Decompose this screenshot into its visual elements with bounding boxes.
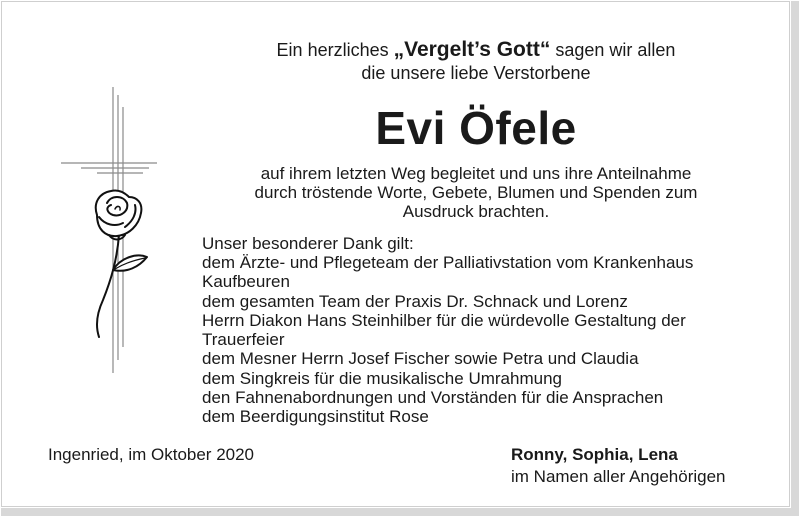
accompaniment-line: durch tröstende Worte, Gebete, Blumen und Spenden zum xyxy=(254,183,698,202)
thanks-line: den Fahnenabordnungen und Vorständen für die Ansprachen xyxy=(202,388,664,407)
obituary-card xyxy=(1,1,799,516)
thanks-line: dem gesamten Team der Praxis Dr. Schnack und Lorenz xyxy=(202,292,628,311)
signature-subline: im Namen aller Angehörigen xyxy=(511,467,726,486)
rose-icon xyxy=(96,190,147,337)
place-date: Ingenried, im Oktober 2020 xyxy=(48,445,255,464)
thanks-line: dem Beerdigungsinstitut Rose xyxy=(202,407,429,426)
thanks-heading: Unser besonderer Dank gilt: xyxy=(202,234,414,253)
intro-prefix: Ein herzliches xyxy=(276,40,394,60)
thanks-line: Kaufbeuren xyxy=(202,272,290,291)
deceased-name: Evi Öfele xyxy=(375,102,577,154)
intro-suffix: sagen wir allen xyxy=(550,40,676,60)
thanks-line: dem Ärzte- und Pflegeteam der Palliativstation vom Krankenhaus xyxy=(202,253,694,272)
intro-line-1 xyxy=(201,40,751,60)
thanks-line: Trauerfeier xyxy=(202,330,285,349)
intro-highlight: „Vergelt’s Gott“ xyxy=(393,38,551,61)
accompaniment-line: Ausdruck brachten. xyxy=(402,202,550,221)
thanks-line: dem Mesner Herrn Josef Fischer sowie Petra und Claudia xyxy=(202,349,639,368)
intro-line-2: die unsere liebe Verstorbene xyxy=(361,63,591,83)
thanks-line: Herrn Diakon Hans Steinhilber für die würdevolle Gestaltung der xyxy=(202,311,686,330)
signature-names: Ronny, Sophia, Lena xyxy=(511,445,678,464)
accompaniment-line: auf ihrem letzten Weg begleitet und uns ihre Anteilnahme xyxy=(260,164,692,183)
cross-icon xyxy=(59,85,159,375)
thanks-line: dem Singkreis für die musikalische Umrahmung xyxy=(202,369,562,388)
